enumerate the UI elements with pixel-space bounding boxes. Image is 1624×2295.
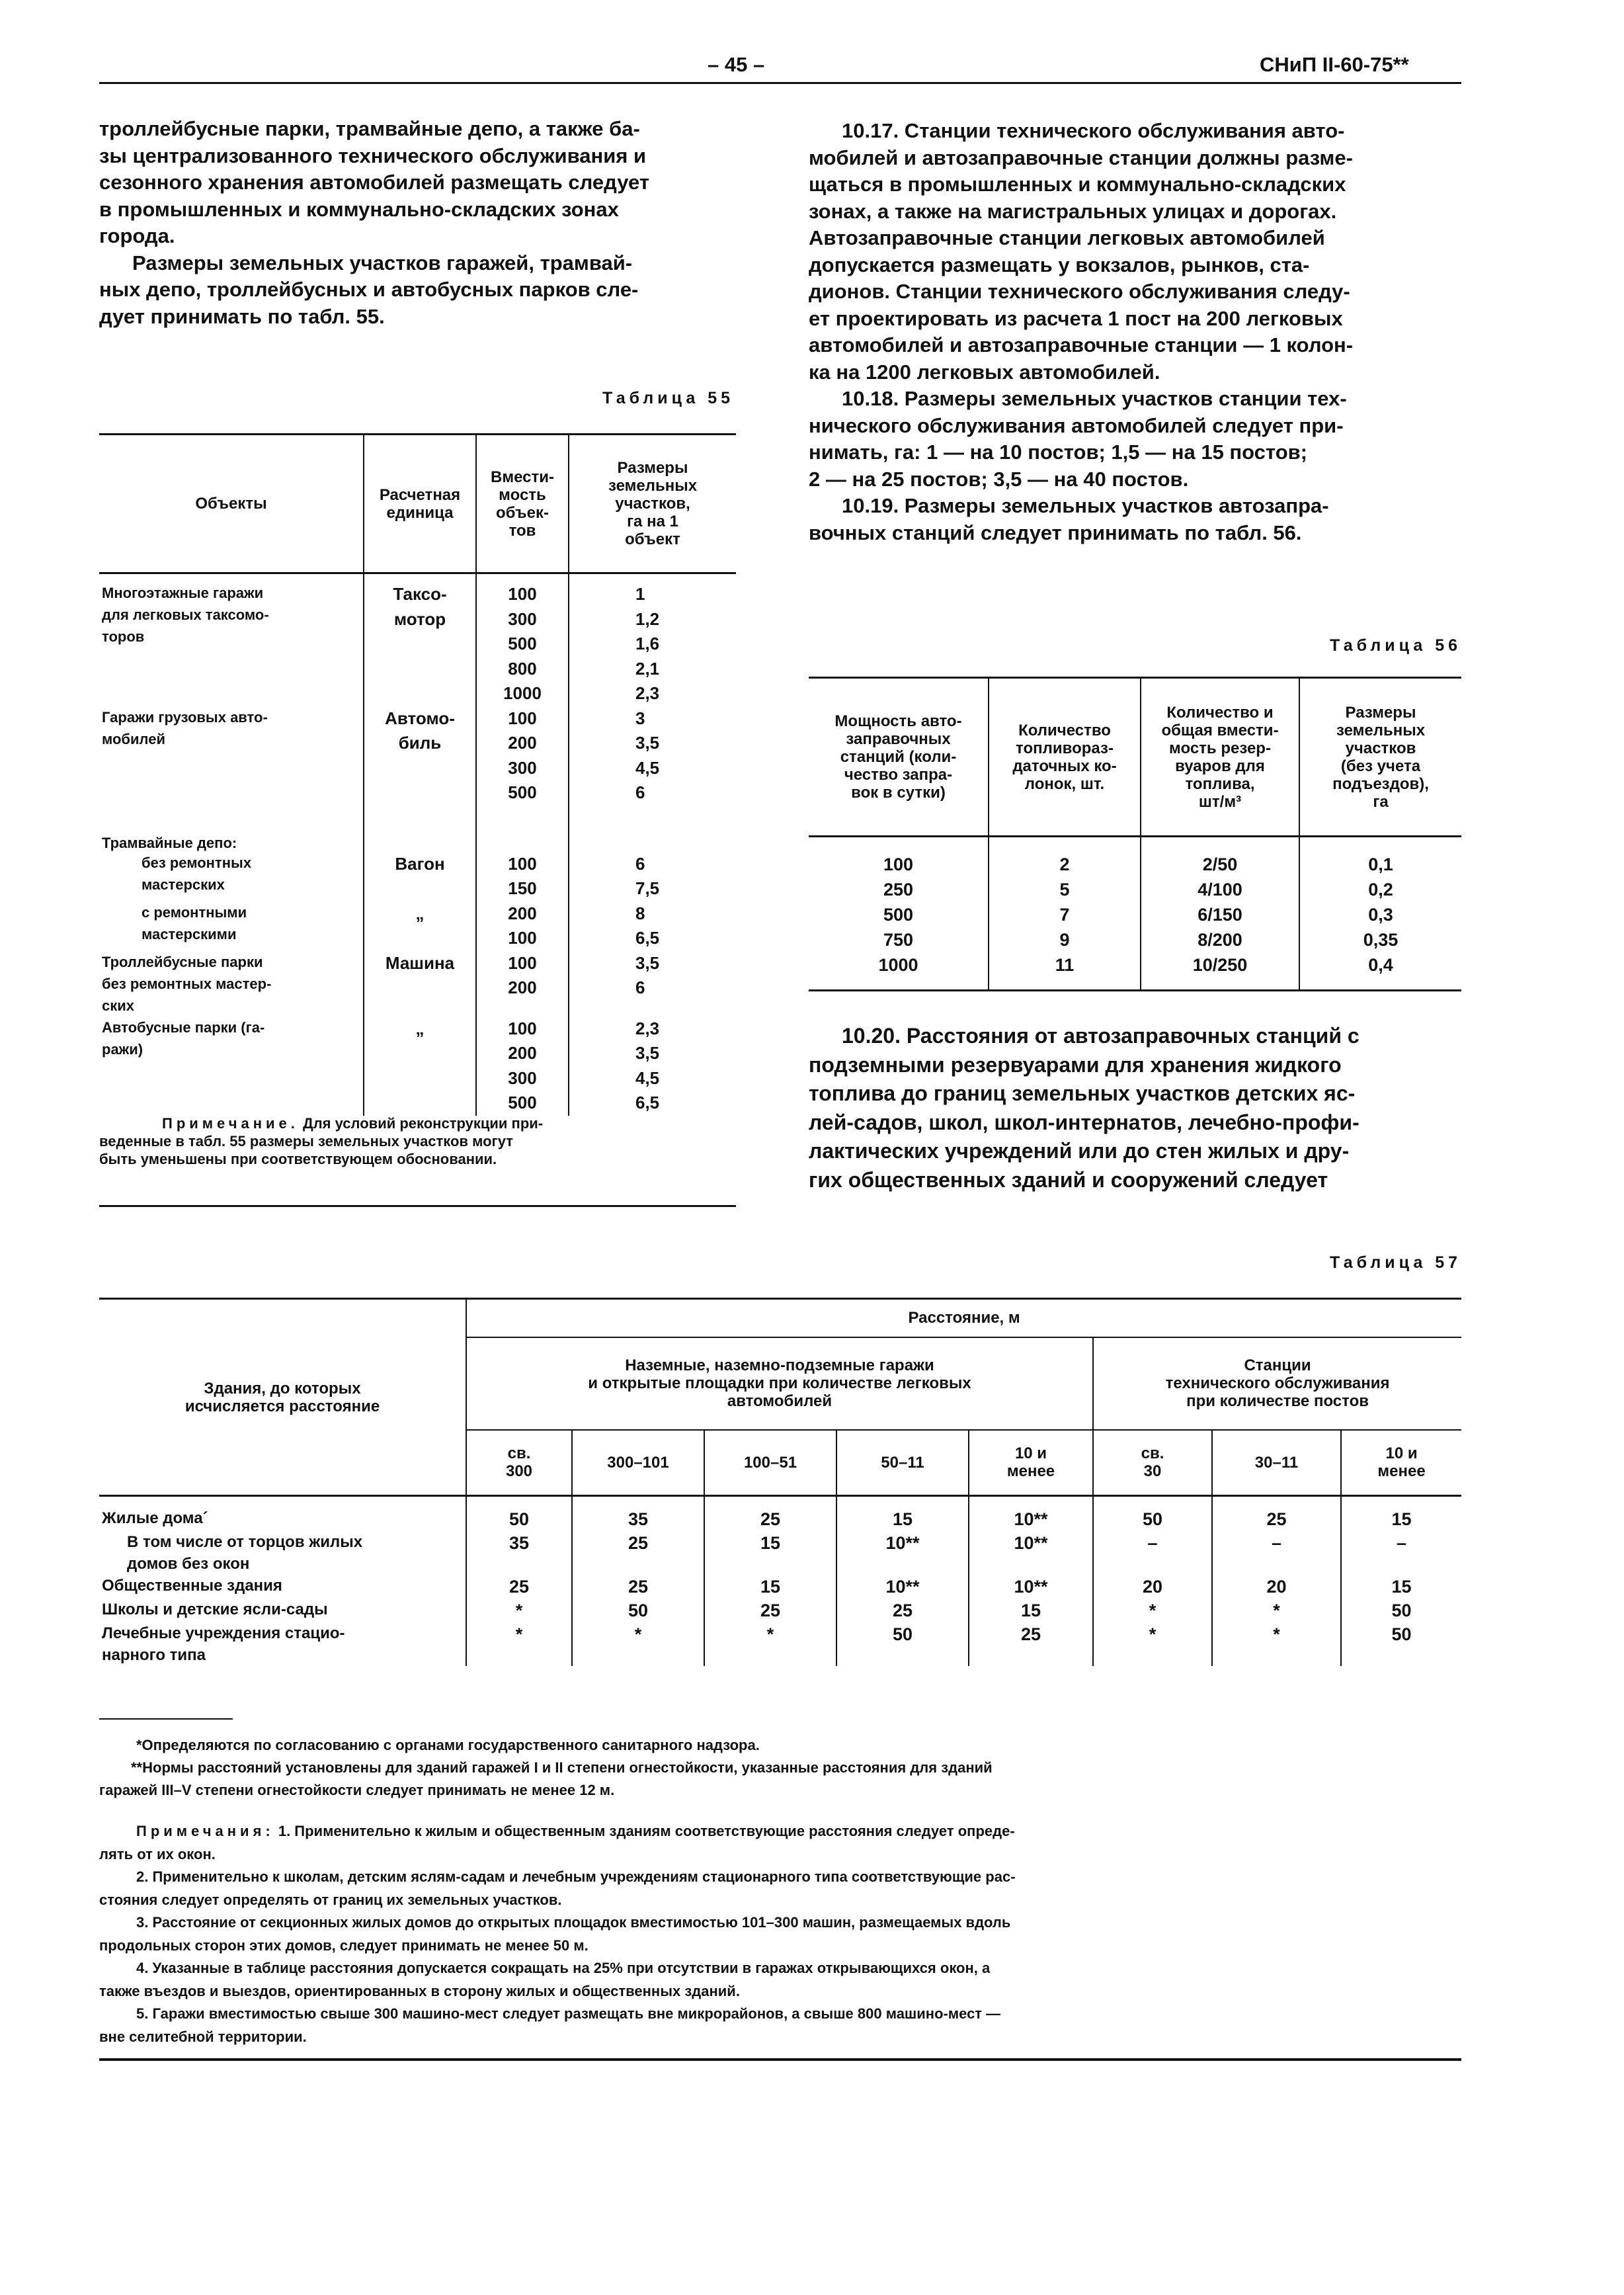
table-cell: * (704, 1622, 836, 1666)
table57-subheader: св. 30 (1093, 1430, 1212, 1496)
table-cell: 25 (836, 1599, 969, 1622)
text-line: города. (99, 224, 175, 247)
table-cell: 10** (969, 1575, 1093, 1599)
left-intro-paragraph (99, 116, 760, 330)
table57-service-stations-group: Станции технического обслуживания при количестве постов (1165, 1356, 1390, 1410)
table-cell: 50 (1093, 1496, 1212, 1532)
table-row (809, 877, 1461, 902)
table-row (99, 1575, 1461, 1599)
text-line: дует принимать по табл. 55. (99, 304, 385, 328)
table-cell: 50 (1391, 1601, 1412, 1620)
table-cell: 10/250 (1141, 952, 1299, 991)
table-cell: 10** (969, 1496, 1093, 1532)
page-number: – 45 – (708, 53, 765, 76)
table-cell: 15 (1391, 1577, 1412, 1597)
table55-caption: Таблица 55 (602, 389, 734, 407)
footnotes (99, 1734, 1461, 1802)
footnote: *Определяются по согласованию с органами государственного санитарного надзора. (136, 1737, 760, 1753)
table-cell: 0,1 (1368, 855, 1393, 874)
table-cell: 0,2 (1368, 880, 1393, 899)
table56-col-dispensers: Количество топливораз- даточных ко- лонок, шт. (989, 678, 1141, 837)
table55 (99, 433, 736, 1116)
table56-col-plot-size: Размеры земельных участков (без учета подъездов), га (1332, 703, 1429, 811)
table-cell: 25 (572, 1575, 704, 1599)
table-cell: 25 (572, 1531, 704, 1575)
table-cell: – (1397, 1533, 1407, 1553)
table-cell: 20 (1093, 1575, 1212, 1599)
table-row: Троллейбусные парки без ремонтных мастер- ских Машина 100 200 3,5 6 (99, 951, 736, 1017)
table57-distance-header: Расстояние, м (908, 1309, 1020, 1327)
table-cell: 10** (969, 1531, 1093, 1575)
table-cell: 15 (704, 1575, 836, 1599)
table-cell: 25 (704, 1599, 836, 1622)
row-label: Жилые дома´ (99, 1496, 466, 1532)
table-cell: 15 (969, 1599, 1093, 1622)
table55-note: Примечание. Для условий реконструкции при- веденные в табл. 55 размеры земельных участков могут быть уменьшены при соответствующем обосновании. (99, 1115, 544, 1167)
table-cell: * (572, 1622, 704, 1666)
table-cell: * (1093, 1622, 1212, 1666)
table-cell: – (1212, 1531, 1341, 1575)
table-cell: 15 (836, 1496, 969, 1532)
table57-subheader: 30–11 (1212, 1430, 1341, 1496)
table-cell: 6/150 (1141, 902, 1299, 927)
row-label: Общественные здания (99, 1575, 466, 1599)
table-cell: 0,4 (1368, 955, 1393, 975)
table-row (99, 1531, 1461, 1575)
footnote-separator (99, 1718, 233, 1720)
page-bottom-rule (99, 2058, 1461, 2061)
section-10-19: 10.19. Размеры земельных участков автозапра- вочных станций следует принимать по табл. 56. (809, 494, 1329, 544)
table57-subheader: 10 и менее (969, 1430, 1093, 1496)
table-cell: 500 (809, 902, 989, 927)
table56 (809, 677, 1461, 991)
table-cell: * (1212, 1599, 1341, 1622)
table-cell: * (466, 1599, 572, 1622)
table-row: Гаражи грузовых авто- мобилей Автомо- биль 100 200 300 500 3 3,5 4,5 6 (99, 706, 736, 806)
table-row: Многоэтажные гаражи для легковых таксомо- торов Таксо- мотор 100 300 500 800 1000 1 1,2 1,6 2,1 2,3 (99, 573, 736, 706)
footnote: гаражей III–V степени огнестойкости следует принимать не менее 12 м. (99, 1782, 615, 1798)
table-row (99, 1622, 1461, 1666)
table-row (99, 1599, 1461, 1622)
notes: Примечания: 1. Применительно к жилым и общественным зданиям соответствующие расстояния следует опреде- лять от их окон. 2. Применительно к школам, детским яслям-садам и лечебным учреждениям стационарного типа соответствующие рас- стояния следует определять от границ их земельных участков. 3. Расстояние от секционных жилых домов до открытых площадок вместимостью 101–300 машин, размещаемых вдоль продольных сторон этих домов, следует принимать не менее 50 м. 4. Указанные в таблице расстояния допускается сокращать на 25% при отсутствии в гаражах открывающихся окон, а также въездов и выездов, ориентированных в сторону жилых и общественных зданий. 5. Гаражи вместимостью свыше 300 машино-мест следует размещать вне микрорайонов, а свыше 800 машино-мест — вне селитебной территории. (99, 1823, 1016, 2045)
table57-subheader: 10 и менее (1377, 1444, 1426, 1481)
section-10-17: 10.17. Станции технического обслуживания авто- мобилей и автозаправочные станции должны разме- щаться в промышленных и коммунально-складских зонах, а также на магистральных улицах и дорогах. Автозаправочные станции легковых автомобилей допускается размещать у вокзалов, рынков, ста- дионов. Станции технического обслуживания следу- ет проектировать из расчета 1 пост на 200 легковых автомобилей и автозаправочные станции — 1 колон- ка на 1200 легковых автомобилей. (809, 119, 1354, 384)
table-cell: 25 (466, 1575, 572, 1599)
table-cell: 25 (704, 1496, 836, 1532)
text-line: Размеры земельных участков гаражей, трамвай- (132, 251, 633, 274)
table-row (809, 837, 1461, 878)
table-cell: 750 (809, 927, 989, 952)
table56-col-capacity: Мощность авто- заправочных станций (коли- чество запра- вок в сутки) (809, 678, 989, 837)
table-cell: 25 (1212, 1496, 1341, 1532)
table-cell: 2/50 (1141, 837, 1299, 878)
text-line: сезонного хранения автомобилей размещать следует (99, 171, 650, 194)
table-cell: 50 (836, 1622, 969, 1666)
table57-subheader: 100–51 (704, 1430, 836, 1496)
table-cell: 20 (1212, 1575, 1341, 1599)
table-cell: 8/200 (1141, 927, 1299, 952)
table-cell: 25 (969, 1622, 1093, 1666)
table-cell: 10** (836, 1531, 969, 1575)
table-cell: 15 (1391, 1509, 1412, 1529)
table-cell: 50 (466, 1496, 572, 1532)
table-cell: 9 (989, 927, 1141, 952)
table-cell: * (466, 1622, 572, 1666)
section-10-18: 10.18. Размеры земельных участков станции тех- нического обслуживания автомобилей следует при- нимать, га: 1 — на 10 постов; 1,5 — на 15 постов; 2 — на 25 постов; 3,5 — на 40 постов. (809, 387, 1347, 491)
text-line: троллейбусные парки, трамвайные депо, а также ба- (99, 117, 640, 140)
table-cell: 15 (704, 1531, 836, 1575)
table-cell: 11 (989, 952, 1141, 991)
table57 (99, 1298, 1461, 1666)
table-row: Трамвайные депо: (99, 806, 736, 852)
row-label: Школы и детские ясли-сады (99, 1599, 466, 1622)
table-row: с ремонтными мастерскими „ 200 100 8 6,5 (99, 901, 736, 951)
table-cell: 0,3 (1368, 905, 1393, 925)
table-row (809, 952, 1461, 991)
table-row: Автобусные парки (га- ражи) „ 100 200 300 500 2,3 3,5 4,5 6,5 (99, 1017, 736, 1116)
table56-col-tanks: Количество и общая вмести- мость резер- вуаров для топлива, шт/м³ (1141, 678, 1299, 837)
table-cell: 2 (989, 837, 1141, 878)
table-row: без ремонтных мастерских Вагон 100 150 6 7,5 (99, 852, 736, 901)
table-cell: * (1093, 1599, 1212, 1622)
document-code: СНиП II-60-75** (1260, 53, 1409, 76)
table-row (809, 927, 1461, 952)
text-line: в промышленных и коммунально-складских зонах (99, 197, 619, 221)
table-cell: 1000 (809, 952, 989, 991)
table55-col-unit: Расчетная единица (364, 435, 476, 573)
table-cell: 50 (572, 1599, 704, 1622)
table55-col-capacity: Вмести- мость объек- тов (476, 435, 569, 573)
row-label: В том числе от торцов жилых домов без окон (99, 1531, 466, 1575)
table-cell: * (1212, 1622, 1341, 1666)
table57-subheader: 300–101 (572, 1430, 704, 1496)
table-cell: 10** (836, 1575, 969, 1599)
table-cell: – (1093, 1531, 1212, 1575)
row-label: Лечебные учреждения стацио- нарного типа (99, 1622, 466, 1666)
table56-caption: Таблица 56 (1330, 636, 1461, 655)
table57-caption: Таблица 57 (1330, 1253, 1461, 1272)
table-cell: 250 (809, 877, 989, 902)
table-cell: 100 (809, 837, 989, 878)
table55-col-size: Размеры земельных участков, га на 1 объект (608, 459, 698, 548)
footnote: **Нормы расстояний установлены для зданий гаражей I и II степени огнестойкости, указанные расстояния для зданий (131, 1759, 993, 1776)
table57-stub-header: Здания, до которых исчисляется расстояние (99, 1299, 466, 1496)
header-rule (99, 82, 1461, 84)
text-line: зы централизованного технического обслуживания и (99, 144, 647, 167)
table-cell: 4/100 (1141, 877, 1299, 902)
table-row (809, 902, 1461, 927)
text-line: ных депо, троллейбусных и автобусных парков сле- (99, 278, 639, 301)
table57-subheader: 50–11 (836, 1430, 969, 1496)
table-cell: 5 (989, 877, 1141, 902)
table-cell: 50 (1391, 1624, 1412, 1644)
section-10-20: 10.20. Расстояния от автозаправочных станций с подземными резервуарами для хранения жидкого топлива до границ земельных участков детских яс- лей-садов, школ, школ-интернатов, лечебно-профи- лактических учреждений или до стен жилых и дру- гих общественных зданий и сооружений следует (809, 1024, 1360, 1192)
table57-garages-group: Наземные, наземно-подземные гаражи и открытые площадки при количестве легковых автомобилей (466, 1337, 1093, 1430)
table-cell: 7 (989, 902, 1141, 927)
table-cell: 0,35 (1363, 930, 1399, 950)
table55-bottom-rule (99, 1205, 736, 1207)
table57-subheader: св. 300 (466, 1430, 572, 1496)
table-row (99, 1496, 1461, 1532)
table-cell: 35 (572, 1496, 704, 1532)
table55-col-objects: Объекты (99, 435, 364, 573)
table-cell: 35 (466, 1531, 572, 1575)
